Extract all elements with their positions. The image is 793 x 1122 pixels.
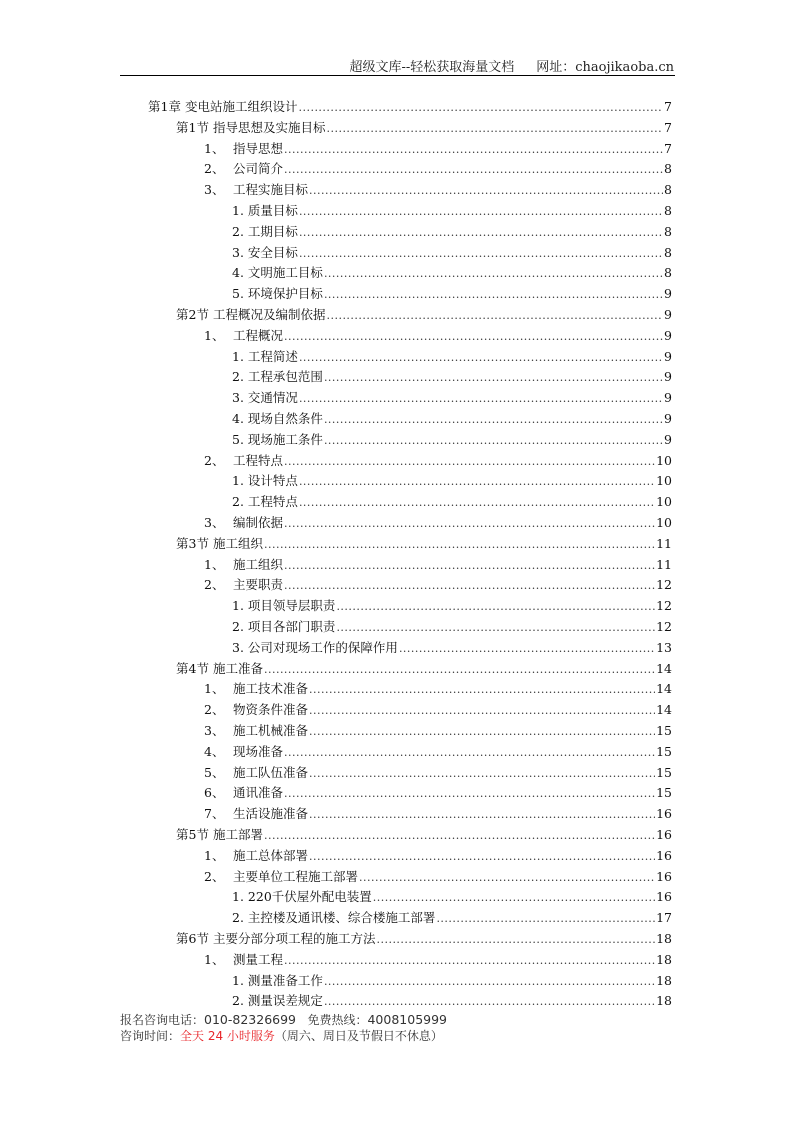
toc-entry-page: 11 [656,556,672,572]
toc-dot-leader [326,306,663,326]
toc-entry[interactable] [232,430,672,450]
toc-entry-number: 3、 [204,182,225,198]
toc-entry[interactable] [232,388,672,408]
toc-entry-page: 8 [664,223,672,239]
toc-entry[interactable] [204,326,672,346]
hours-highlight: 全天 24 小时服务 [180,1029,275,1043]
toc-entry-number: 3. [232,390,244,406]
toc-dot-leader [284,951,655,971]
toc-entry-page: 10 [656,515,672,530]
toc-entry[interactable] [232,887,672,907]
toc-dot-leader [284,784,655,804]
hotline-number: 4008105999 [367,1012,448,1027]
toc-dot-leader [299,493,655,513]
toc-entry-page: 9 [664,431,672,447]
toc-entry-number: 1、 [204,681,225,697]
toc-entry[interactable] [232,638,672,658]
toc-dot-leader [284,140,663,160]
toc-entry[interactable] [232,222,672,242]
toc-entry-title: 变电站施工组织设计 [184,99,298,114]
hotline-label: 免费热线： [307,1013,368,1027]
toc-entry-page: 9 [664,411,672,426]
toc-entry-number: 2. [232,910,244,926]
toc-dot-leader [324,264,663,284]
toc-dot-leader [324,410,663,430]
phone-number: 010-82326699 [204,1012,297,1027]
toc-dot-leader [264,535,655,555]
toc-dot-leader [324,992,655,1012]
toc-entry-number: 3. [232,244,244,260]
toc-entry-title: 主要单位工程施工部署 [233,868,359,884]
toc-entry-number: 2、 [204,577,225,593]
toc-entry-title: 施工技术准备 [233,681,309,697]
toc-entry[interactable] [232,971,672,991]
toc-entry-number: 1. [232,889,244,905]
toc-entry[interactable] [204,846,672,866]
toc-entry-title: 施工准备 [212,660,263,676]
toc-entry-title: 施工队伍准备 [233,764,309,780]
hours-label: 咨询时间： [120,1029,181,1043]
toc-entry-page: 12 [656,619,672,634]
toc-entry[interactable] [204,139,672,159]
toc-entry-title: 施工总体部署 [233,847,309,863]
toc-entry-title: 现场准备 [233,743,284,759]
toc-entry-page: 10 [656,473,672,489]
toc-entry-page: 7 [664,99,672,114]
toc-dot-leader [336,618,655,638]
toc-entry-title: 设计特点 [247,473,298,489]
toc-entry-title: 质量目标 [247,203,298,218]
toc-entry-number: 1、 [204,140,225,156]
toc-entry-title: 指导思想 [233,140,284,156]
toc-dot-leader [284,327,663,347]
toc-entry-page: 14 [656,681,672,697]
toc-entry-page: 12 [656,598,672,614]
toc-entry[interactable] [232,243,672,263]
toc-entry[interactable] [148,97,672,117]
toc-dot-leader [284,576,655,596]
toc-entry-page: 7 [664,140,672,156]
toc-dot-leader [309,764,655,784]
toc-entry-title: 公司对现场工作的保障作用 [247,639,398,655]
toc-entry[interactable] [204,513,672,533]
toc-dot-leader [373,888,655,908]
toc-entry[interactable] [204,742,672,762]
toc-entry-number: 第4节 [176,660,209,676]
toc-dot-leader [309,680,655,700]
toc-entry-title: 编制依据 [233,515,284,530]
toc-entry[interactable] [176,659,672,679]
toc-entry-title: 测量工程 [233,951,284,967]
toc-entry[interactable] [204,451,672,471]
hours-line [120,1028,447,1044]
toc-entry-number: 1、 [204,847,225,863]
toc-dot-leader [299,223,663,243]
toc-entry[interactable] [204,575,672,595]
toc-entry-title: 工程简述 [247,348,298,364]
header-divider [120,75,675,76]
toc-entry-number: 第1章 [148,99,181,114]
toc-entry-title: 现场自然条件 [247,411,323,426]
toc-entry-number: 4. [232,411,244,426]
toc-entry-page: 9 [664,327,672,343]
toc-entry-number: 2、 [204,452,225,468]
toc-entry-number: 4、 [204,743,225,759]
toc-entry-title: 工程特点 [247,494,298,510]
toc-entry-page: 18 [656,972,672,988]
toc-entry[interactable] [232,991,672,1011]
toc-entry-page: 18 [656,993,672,1009]
toc-dot-leader [284,160,663,180]
toc-entry-title: 环境保护目标 [247,286,323,302]
toc-entry-page: 14 [656,702,672,718]
toc-entry-title: 220千伏屋外配电装置 [247,889,372,905]
toc-dot-leader [264,826,655,846]
toc-entry-page: 15 [656,723,672,738]
toc-dot-leader [309,722,655,742]
toc-entry-title: 文明施工目标 [247,265,323,281]
toc-dot-leader [309,847,655,867]
toc-dot-leader [309,181,663,201]
toc-dot-leader [399,639,655,659]
toc-entry-title: 通讯准备 [233,785,284,801]
toc-entry[interactable] [232,492,672,512]
toc-entry[interactable] [176,118,672,138]
toc-entry-page: 15 [656,743,672,759]
toc-entry-title: 主控楼及通讯楼、综合楼施工部署 [247,910,436,926]
toc-entry[interactable] [232,617,672,637]
toc-entry-title: 工期目标 [247,223,298,239]
toc-dot-leader [299,348,663,368]
toc-entry-page: 8 [664,161,672,177]
toc-entry-page: 17 [656,910,672,926]
toc-entry-page: 9 [664,390,672,406]
toc-entry-title: 物资条件准备 [233,702,309,718]
toc-entry-number: 1、 [204,327,225,343]
toc-entry[interactable] [232,263,672,283]
phone-label: 报名咨询电话： [120,1013,205,1027]
toc-entry-page: 13 [656,639,672,655]
toc-entry-title: 测量误差规定 [247,993,323,1009]
toc-dot-leader [324,431,663,451]
toc-entry-page: 9 [664,286,672,302]
toc-dot-leader [299,472,655,492]
toc-entry-title: 主要分部分项工程的施工方法 [212,931,376,946]
toc-entry-title: 项目领导层职责 [247,598,336,614]
toc-entry-number: 2、 [204,868,225,884]
toc-entry[interactable] [232,201,672,221]
contact-line [120,1012,447,1028]
toc-entry-number: 3、 [204,723,225,738]
toc-entry-title: 工程概况 [233,327,284,343]
toc-entry-number: 4. [232,265,244,281]
toc-dot-leader [326,119,663,139]
toc-dot-leader [284,556,655,576]
toc-entry-page: 11 [656,535,672,551]
site-url[interactable]: chaojikaoba.cn [575,60,674,75]
toc-entry-page: 18 [656,931,672,946]
toc-entry-page: 18 [656,951,672,967]
toc-entry-page: 16 [656,889,672,905]
toc-entry[interactable] [204,804,672,824]
toc-entry-title: 测量准备工作 [247,972,323,988]
toc-entry-number: 5、 [204,764,225,780]
toc-entry-page: 10 [656,452,672,468]
toc-entry[interactable] [204,867,672,887]
toc-entry-number: 2. [232,993,244,1009]
toc-entry-title: 工程承包范围 [247,369,323,385]
toc-entry-title: 现场施工条件 [247,431,323,447]
toc-entry-title: 施工机械准备 [233,723,309,738]
toc-dot-leader [359,868,655,888]
toc-entry-number: 2、 [204,702,225,718]
toc-entry-page: 9 [664,348,672,364]
toc-entry-page: 8 [664,203,672,218]
toc-entry-title: 公司简介 [233,161,284,177]
toc-entry-page: 10 [656,494,672,510]
toc-dot-leader [264,660,655,680]
toc-entry-title: 工程概况及编制依据 [212,307,326,322]
toc-entry[interactable] [176,825,672,845]
toc-entry-number: 2. [232,369,244,385]
toc-entry-number: 第6节 [176,931,209,946]
toc-entry-page: 16 [656,868,672,884]
toc-entry-title: 交通情况 [247,390,298,406]
toc-entry-page: 15 [656,764,672,780]
toc-dot-leader [284,743,655,763]
toc-entry-page: 16 [656,806,672,822]
toc-dot-leader [299,244,663,264]
toc-entry-number: 1. [232,972,244,988]
toc-entry[interactable] [204,180,672,200]
site-title: 超级文库--轻松获取海量文档 [349,60,515,75]
toc-entry-number: 1. [232,348,244,364]
toc-entry-number: 7、 [204,806,225,822]
toc-entry-title: 工程实施目标 [233,182,309,198]
toc-entry-number: 第1节 [176,119,209,135]
toc-entry-title: 项目各部门职责 [247,619,336,634]
toc-dot-leader [376,930,655,950]
toc-dot-leader [309,805,655,825]
toc-entry-number: 3. [232,639,244,655]
page-header [120,56,674,76]
toc-dot-leader [299,202,663,222]
toc-entry[interactable] [232,471,672,491]
toc-entry-page: 9 [664,369,672,385]
toc-entry[interactable] [204,159,672,179]
page-footer [120,1012,447,1044]
toc-entry-page: 7 [664,119,672,135]
toc-entry[interactable] [232,367,672,387]
toc-entry-title: 施工部署 [212,827,263,842]
toc-entry-number: 第2节 [176,307,209,322]
toc-entry[interactable] [232,908,672,928]
hours-note: （周六、周日及节假日不休息） [274,1029,443,1043]
toc-entry-page: 16 [656,827,672,842]
toc-dot-leader [324,972,655,992]
toc-entry-title: 工程特点 [233,452,284,468]
toc-entry-number: 第5节 [176,827,209,842]
toc-entry-number: 3、 [204,515,225,530]
toc-entry-title: 生活设施准备 [233,806,309,822]
toc-entry-number: 第3节 [176,535,209,551]
toc-entry-number: 1. [232,598,244,614]
toc-entry[interactable] [232,409,672,429]
toc-entry[interactable] [204,700,672,720]
toc-entry[interactable] [176,929,672,949]
toc-entry-number: 1. [232,473,244,489]
toc-entry-page: 9 [664,307,672,322]
toc-entry[interactable] [204,763,672,783]
toc-dot-leader [284,452,655,472]
toc-entry[interactable] [204,950,672,970]
toc-entry-title: 指导思想及实施目标 [212,119,326,135]
toc-entry-page: 12 [656,577,672,593]
toc-dot-leader [324,368,663,388]
toc-entry[interactable] [232,284,672,304]
toc-entry[interactable] [176,534,672,554]
toc-entry[interactable] [232,347,672,367]
toc-dot-leader [436,909,655,929]
toc-dot-leader [284,514,655,534]
toc-entry[interactable] [176,305,672,325]
toc-entry[interactable] [204,721,672,741]
toc-entry-number: 1、 [204,556,225,572]
toc-entry-page: 8 [664,182,672,198]
toc-entry-page: 8 [664,265,672,281]
toc-dot-leader [324,285,663,305]
toc-entry-number: 2. [232,619,244,634]
toc-entry-page: 14 [656,660,672,676]
toc-dot-leader [336,597,655,617]
toc-entry-title: 施工组织 [233,556,284,572]
toc-entry[interactable] [232,596,672,616]
toc-entry-number: 2. [232,494,244,510]
toc-entry-number: 6、 [204,785,225,801]
url-label: 网址： [536,60,576,75]
toc-entry-number: 5. [232,286,244,302]
toc-entry-number: 5. [232,431,244,447]
toc-entry-number: 2、 [204,161,225,177]
toc-entry-page: 8 [664,244,672,260]
toc-dot-leader [309,701,655,721]
toc-dot-leader [298,98,663,118]
toc-entry-number: 1、 [204,951,225,967]
toc-entry[interactable] [204,783,672,803]
toc-entry-number: 1. [232,203,244,218]
toc-entry-number: 2. [232,223,244,239]
toc-entry-title: 安全目标 [247,244,298,260]
toc-entry[interactable] [204,555,672,575]
toc-entry-page: 16 [656,847,672,863]
toc-entry-title: 施工组织 [212,535,263,551]
toc-entry-title: 主要职责 [233,577,284,593]
toc-dot-leader [299,389,663,409]
toc-entry[interactable] [204,679,672,699]
toc-entry-page: 15 [656,785,672,801]
